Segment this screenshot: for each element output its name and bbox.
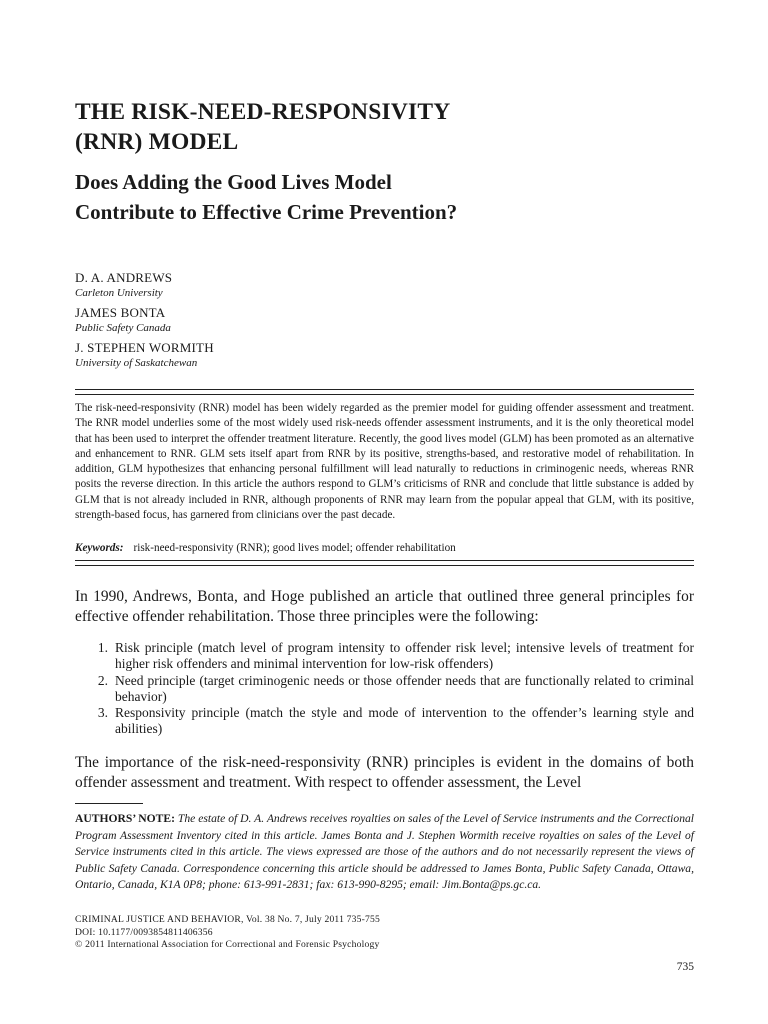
authors-note-text: The estate of D. A. Andrews receives royalties on sales of the Level of Service instruments and the Correctional Program Assessment Inventory cited in this article. James Bonta and J. Stephen Wormith receive royalties on sales of the Level of Service instruments cited in this article. The views expressed are those of the authors and do not necessarily represent the views of Public Safety Canada. Correspondence concerning this article should be addressed to James Bonta, Public Safety Canada, Ottawa, Ontario, Canada, K1A 0P8; phone: 613-991-2831; fax: 613-990-8295; email: Jim.Bonta@ps.gc.ca. xyxy=(75,812,695,891)
list-number: 3. xyxy=(97,705,108,721)
author-name: J. STEPHEN WORMITH xyxy=(75,340,214,355)
author-affiliation: Public Safety Canada xyxy=(75,322,171,334)
body-paragraph: The importance of the risk-need-responsivity (RNR) principles is evident in the domains of both offender assessment and treatment. With respect to offender assessment, the Level xyxy=(75,754,694,792)
subtitle-line-1: Does Adding the Good Lives Model xyxy=(75,170,392,194)
list-text: Risk principle (match level of program intensity to offender risk level; intensive levels of treatment for higher risk offenders and minimal intervention for low-risk offenders) xyxy=(115,640,694,672)
list-item xyxy=(75,673,694,706)
author-list xyxy=(75,270,214,375)
list-text: Responsivity principle (match the style and mode of intervention to the offender’s learning style and abilities) xyxy=(115,705,694,737)
list-item xyxy=(75,640,694,673)
keywords-label: Keywords: xyxy=(75,542,124,554)
copyright: © 2011 International Association for Correctional and Forensic Psychology xyxy=(75,939,380,950)
abstract: The risk-need-responsivity (RNR) model has been widely regarded as the premier model for guiding offender assessment and treatment. The RNR model underlies some of the most widely used risk-needs offender assessment instruments, and it is the only theoretical model that has been used to interpret the offender treatment literature. Recently, the good lives model (GLM) has been promoted as an alternative and enhancement to RNR. GLM sets itself apart from RNR by its positive, strengths-based, and restorative model of rehabilitation. In addition, GLM hypothesizes that enhancing personal fulfillment will lead naturally to reductions in criminogenic needs, whereas RNR posits the reverse direction. In this article the authors respond to GLM’s criticisms of RNR and conclude that little substance is added by GLM that is not already included in RNR, although proponents of RNR may learn from the popular appeal that GLM, with its positive, strength-based focus, has garnered from clinicians over the past decade. xyxy=(75,402,694,522)
doi: DOI: 10.1177/0093854811406356 xyxy=(75,926,213,938)
keywords-text: risk-need-responsivity (RNR); good lives model; offender rehabilitation xyxy=(133,542,456,554)
list-number: 1. xyxy=(97,640,108,655)
author-name: D. A. ANDREWS xyxy=(75,270,173,285)
author-affiliation: University of Saskatchewan xyxy=(75,357,198,369)
authors-note xyxy=(75,811,694,894)
intro-paragraph: In 1990, Andrews, Bonta, and Hoge published an article that outlined three general principles for effective offender rehabilitation. Those three principles were the following: xyxy=(75,588,694,626)
author-entry xyxy=(75,340,214,370)
author-affiliation: Carleton University xyxy=(75,287,163,299)
principles-list xyxy=(75,640,694,738)
author-entry xyxy=(75,270,214,300)
list-text: Need principle (target criminogenic needs or those offender needs that are functionally related to criminal behavior) xyxy=(115,672,694,704)
article-subtitle xyxy=(75,167,635,227)
list-number: 2. xyxy=(97,672,108,688)
subtitle-line-2: Contribute to Effective Crime Prevention? xyxy=(75,200,458,224)
abstract-top-rule xyxy=(75,389,694,395)
author-name: JAMES BONTA xyxy=(75,305,166,320)
abstract-bottom-rule xyxy=(75,560,694,566)
journal-citation: CRIMINAL JUSTICE AND BEHAVIOR, Vol. 38 No. 7, July 2011 735-755 xyxy=(75,914,381,925)
title-line-2: (RNR) MODEL xyxy=(75,129,239,155)
page-number: 735 xyxy=(676,961,694,973)
authors-note-label: AUTHORS’ NOTE: xyxy=(75,812,175,825)
journal-footer xyxy=(75,914,380,952)
title-line-1: THE RISK-NEED-RESPONSIVITY xyxy=(75,99,451,125)
keywords xyxy=(75,541,456,555)
list-item xyxy=(75,705,694,738)
article-title xyxy=(75,97,635,157)
footnote-rule xyxy=(75,803,143,804)
author-entry xyxy=(75,305,214,335)
